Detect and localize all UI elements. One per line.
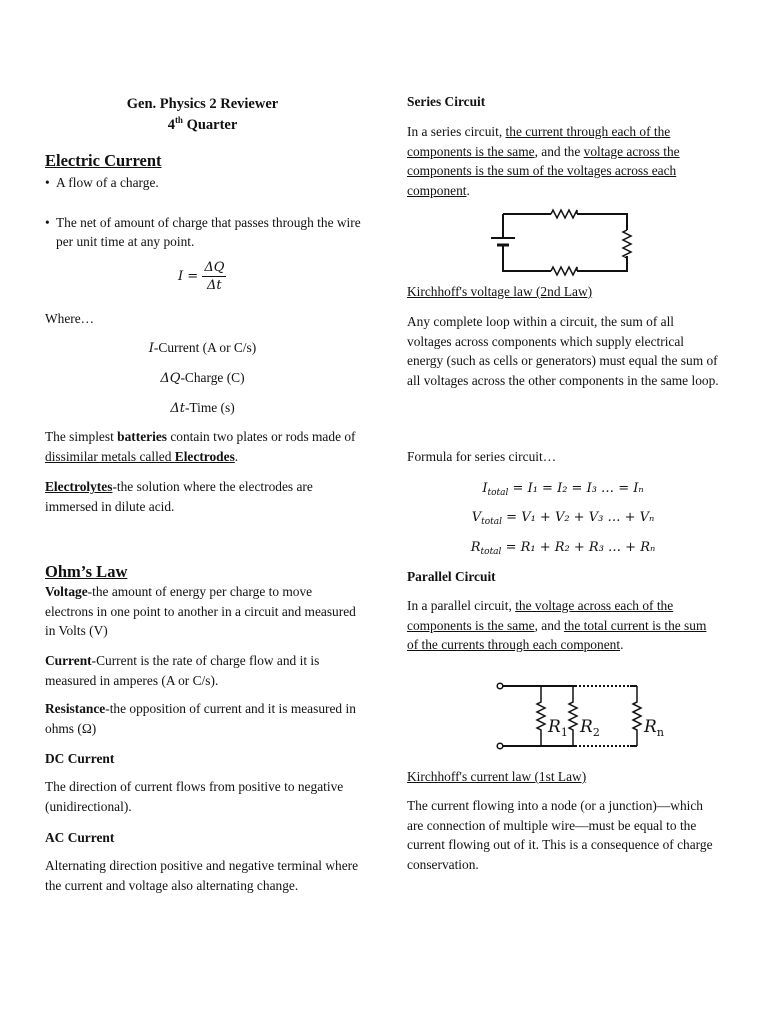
series-circuit-diagram: [487, 204, 637, 278]
bullet-text: The net of amount of charge that passes through the wire per unit time at any point.: [56, 214, 361, 249]
kvl-text: Any complete loop within a circuit, the sum of all voltages across components which supply electrical energy (such as cells or generators) must equal the sum of all voltages across the other components in the same loop.: [407, 314, 719, 388]
label-r1: $R_1$: [548, 717, 568, 739]
parallel-text-3: .: [620, 637, 624, 652]
formula-denominator: Δt: [207, 278, 222, 293]
resistance-text: -the opposition of current and it is measured in ohms (Ω): [45, 701, 356, 736]
formula-fraction: [202, 259, 226, 294]
bullet-dot: •: [45, 175, 50, 190]
definition-text: -Time (s): [184, 400, 235, 415]
series-text-2: , and the: [534, 143, 584, 159]
formula-sub: total: [487, 488, 509, 498]
kcl-text: The current flowing into a node (or a junction)—which are connection of multiple wire—must be equal to the current flowing out of it. This is a consequence of charge conservation.: [407, 798, 713, 872]
title-quarter-word: Quarter: [182, 117, 238, 133]
kvl-title: Kirchhoff's voltage law (2nd Law): [407, 284, 593, 299]
batteries-text-2: contain two plates or rods made of: [166, 429, 356, 444]
definition-line: [45, 338, 360, 359]
formula-r-total: [407, 537, 719, 558]
terminal-bottom: [497, 743, 503, 749]
formula-sub: total: [480, 547, 502, 557]
formula-var: V: [471, 510, 482, 525]
bullet-item: [45, 173, 371, 193]
series-circuit-heading: Series Circuit: [407, 94, 486, 109]
series-formula-intro: Formula for series circuit…: [407, 449, 557, 464]
dc-current-text: The direction of current flows from positive to negative (unidirectional).: [45, 779, 344, 814]
series-paragraph: [407, 122, 719, 200]
parallel-underlined-2: the total current is the sum of the currents through each component: [407, 617, 707, 652]
formula-numerator: ΔQ: [204, 260, 225, 275]
series-text-1: In a series circuit,: [407, 124, 506, 139]
definition-line: [45, 368, 360, 389]
resistor-r2: [569, 686, 577, 746]
resistor-rn: [633, 686, 641, 746]
definition-symbol: ΔQ: [160, 371, 181, 386]
formula-rhs: = I₁ = I₂ = I₃ … = Iₙ: [512, 481, 644, 496]
resistance-term: Resistance: [45, 701, 106, 716]
electrolytes-text: -the solution where the electrodes are immersed in dilute acid.: [45, 479, 313, 514]
series-text-3: .: [466, 182, 470, 198]
ohms-law-heading: Ohm’s Law: [45, 562, 128, 581]
parallel-underlined-1: the voltage across each of the components is the same: [407, 598, 674, 633]
voltage-term: Voltage: [45, 584, 88, 599]
definition-text: -Charge (C): [180, 370, 245, 385]
parallel-text-2: , and: [534, 617, 564, 633]
series-underlined-1: the current through each of the components is the same: [407, 124, 671, 159]
bullet-dot: •: [45, 214, 50, 230]
document-title: [45, 94, 360, 136]
label-r2: $R_2$: [580, 717, 600, 739]
formula-v-total: [407, 507, 719, 528]
definition-symbol: I: [148, 341, 154, 356]
dc-current-heading: DC Current: [45, 751, 115, 766]
title-quarter-number: 4: [167, 117, 175, 133]
current-text: -Current is the rate of charge flow and it is measured in amperes (A or C/s).: [45, 653, 320, 688]
current-term: Current: [45, 653, 92, 668]
series-underlined-2: voltage across the components is the sum of the voltages across each component: [407, 143, 680, 198]
formula-var: R: [470, 540, 481, 555]
title-line-1: Gen. Physics 2 Reviewer: [126, 96, 279, 112]
parallel-circuit-diagram: [495, 676, 665, 756]
electric-current-heading: Electric Current: [45, 151, 162, 170]
formula-rhs: = R₁ + R₂ + R₃ … + Rₙ: [505, 540, 656, 555]
batteries-term: batteries: [117, 429, 167, 444]
formula-lhs: I =: [178, 269, 199, 284]
current-paragraph: [45, 651, 360, 690]
where-label: Where…: [45, 311, 95, 326]
title-quarter-suffix: th: [174, 115, 183, 126]
voltage-paragraph: [45, 582, 360, 641]
formula-symbol: [472, 510, 655, 525]
formula-i-total: [407, 478, 719, 499]
electrolytes-paragraph: [45, 477, 360, 516]
formula-rhs: = V₁ + V₂ + V₃ … + Vₙ: [506, 510, 655, 525]
batteries-end: .: [234, 448, 239, 464]
bullet-item: [45, 213, 371, 252]
resistor-top: [551, 210, 577, 218]
definition-text: -Current (A or C/s): [153, 340, 257, 355]
ac-current-heading: AC Current: [45, 830, 115, 845]
definition-line: [45, 398, 360, 419]
parallel-circuit-heading: Parallel Circuit: [407, 569, 496, 584]
electrolytes-term: Electrolytes: [45, 479, 113, 494]
label-rn: $R_n$: [644, 717, 664, 739]
parallel-text-1: In a parallel circuit,: [407, 598, 516, 613]
resistance-paragraph: [45, 699, 360, 738]
resistor-bottom: [551, 267, 577, 275]
current-formula: [178, 259, 226, 294]
series-wire: [503, 214, 627, 271]
definition-symbol: Δt: [170, 401, 185, 416]
voltage-text: -the amount of energy per charge to move electrons in one point to another in a circuit and measured in Volts (V): [45, 584, 356, 638]
resistor-r1: [537, 686, 545, 746]
batteries-paragraph: [45, 427, 360, 466]
ac-current-text: Alternating direction positive and negative terminal where the current and voltage also alternating change.: [45, 858, 359, 893]
batteries-underlined: dissimilar metals called: [45, 448, 175, 464]
bullet-text: A flow of a charge.: [56, 175, 159, 190]
formula-symbol: [471, 540, 656, 555]
formula-symbol: [482, 481, 643, 496]
batteries-text-1: The simplest: [45, 429, 118, 444]
formula-var: I: [482, 481, 488, 496]
kcl-title: Kirchhoff's current law (1st Law): [407, 769, 587, 784]
terminal-top: [497, 683, 503, 689]
formula-sub: total: [481, 517, 503, 527]
title-line-2: [45, 115, 360, 136]
parallel-paragraph: [407, 596, 719, 655]
left-column: [45, 0, 361, 893]
electrodes-term: Electrodes: [174, 448, 235, 464]
resistor-right: [623, 230, 631, 258]
